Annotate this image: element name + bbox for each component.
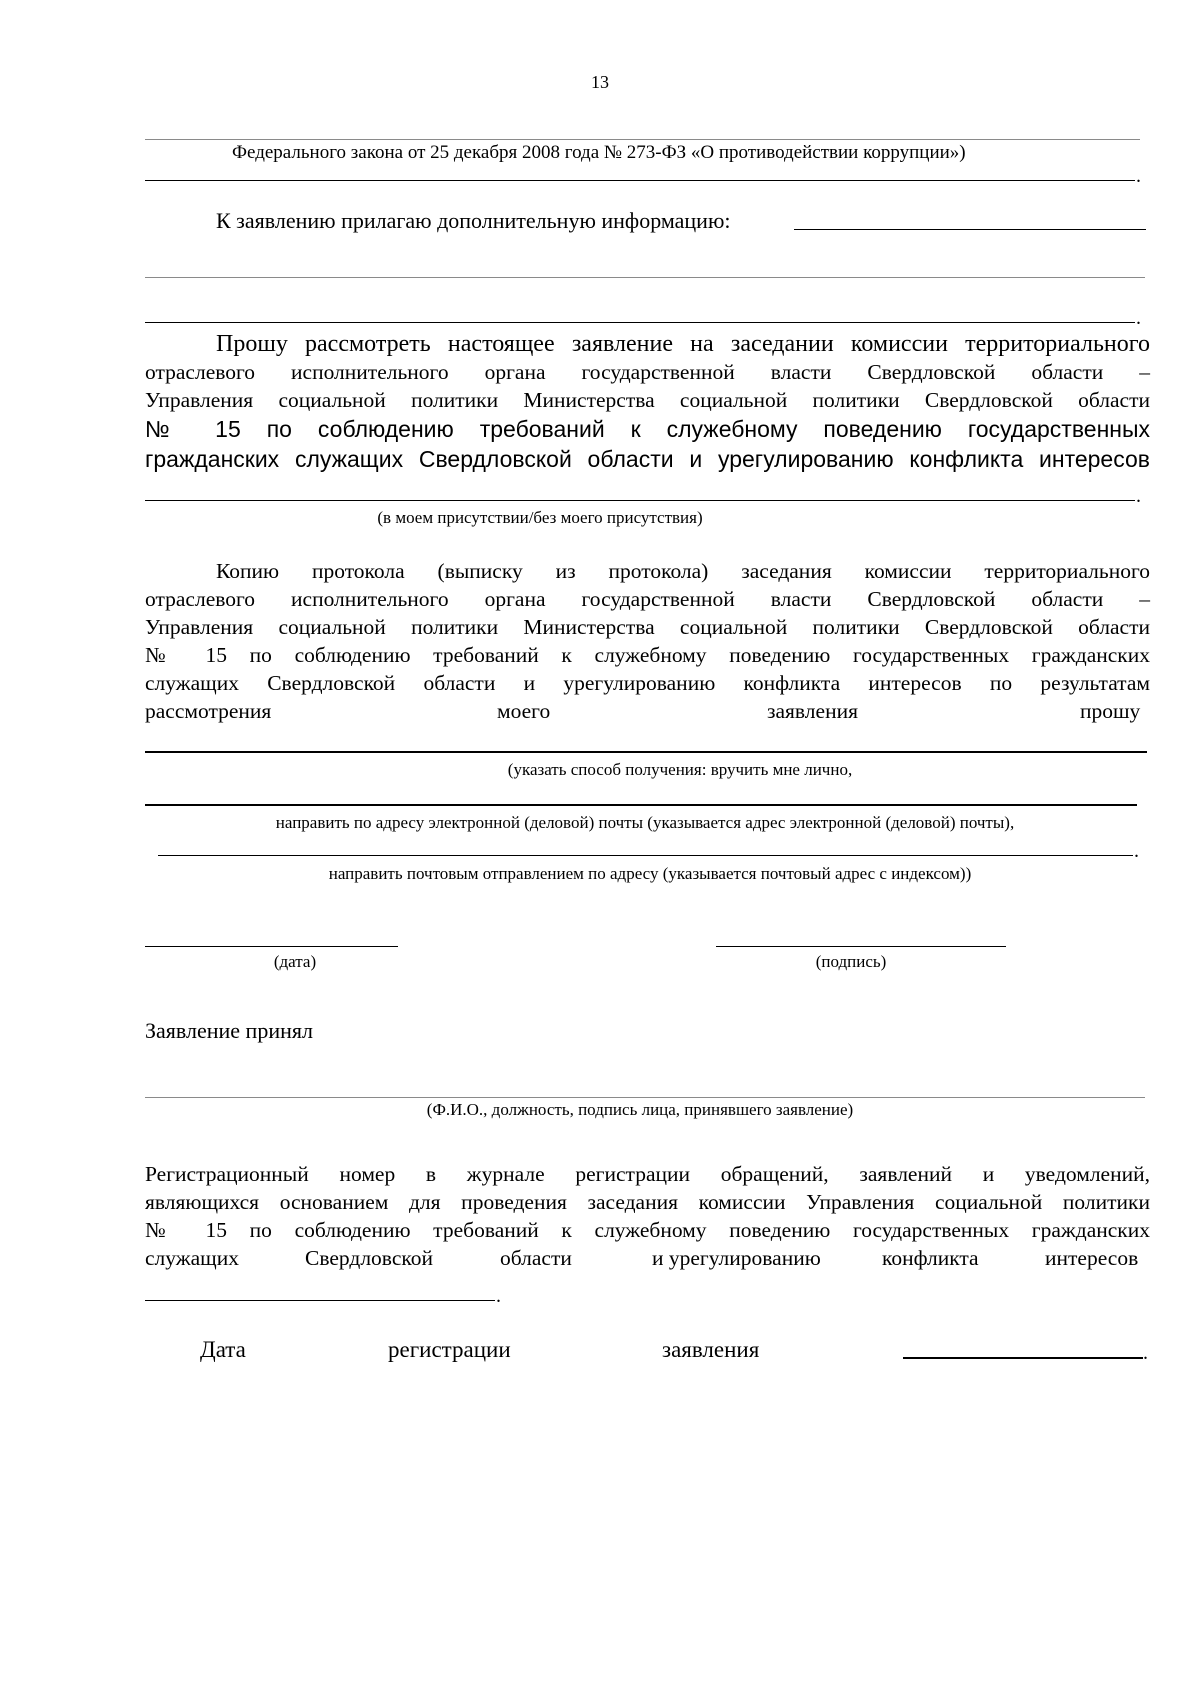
registration-paragraph: [145, 1160, 1150, 1244]
signature-input-line[interactable]: [716, 946, 1006, 947]
registration-number-input-line[interactable]: [145, 1300, 495, 1301]
attach-label: К заявлению прилагаю дополнительную информацию:: [216, 208, 731, 233]
registration-word-2: Свердловской: [305, 1246, 433, 1270]
copy-line-2: отраслевого исполнительного органа государственной власти Свердловской области –: [145, 587, 1150, 611]
period: .: [1136, 307, 1141, 329]
copy-line-3: Управления социальной политики Министерства социальной политики Свердловской области: [145, 615, 1150, 639]
delivery-input-line-3[interactable]: [158, 855, 1133, 856]
attach-input-line[interactable]: [794, 229, 1146, 230]
delivery-input-line-1[interactable]: [145, 751, 1147, 753]
request-paragraph: [145, 330, 1150, 474]
registration-date-word-1: Дата: [200, 1337, 246, 1362]
registration-word-6: интересов: [1045, 1246, 1139, 1270]
registration-date-word-3: заявления: [662, 1337, 760, 1362]
request-line-1: Прошу рассмотреть настоящее заявление на заседании комиссии территориального: [216, 331, 1150, 357]
law-underline[interactable]: [145, 180, 1135, 181]
copy-word-2: моего: [497, 699, 551, 723]
date-caption: (дата): [273, 952, 317, 971]
request-line-4: № 15 по соблюдению требований к служебному поведению государственных: [145, 416, 1150, 442]
registration-word-4: и урегулированию: [652, 1246, 821, 1270]
date-input-line[interactable]: [145, 946, 398, 947]
delivery-caption-2: направить по адресу электронной (деловой) почты (указывается адрес электронной (деловой) почты),: [275, 813, 1015, 832]
delivery-caption-1: (указать способ получения: вручить мне лично,: [507, 760, 853, 779]
top-rule: [145, 139, 1140, 140]
request-line-5: гражданских служащих Свердловской области и урегулированию конфликта интересов: [145, 446, 1150, 472]
request-line-3: Управления социальной политики Министерства социальной политики Свердловской области: [145, 388, 1150, 412]
copy-line-4: № 15 по соблюдению требований к служебному поведению государственных гражданских: [145, 643, 1150, 667]
copy-line-1: Копию протокола (выписку из протокола) заседания комиссии территориального: [216, 559, 1150, 583]
presence-caption: (в моем присутствии/без моего присутствия): [377, 508, 703, 527]
presence-input-line[interactable]: [145, 500, 1135, 501]
request-line-2: отраслевого исполнительного органа государственной власти Свердловской области –: [145, 360, 1150, 384]
attach-input-line-2[interactable]: [145, 277, 1145, 278]
copy-line-5: служащих Свердловской области и урегулированию конфликта интересов по результатам: [145, 671, 1150, 695]
period: .: [1136, 165, 1141, 187]
attach-input-line-3[interactable]: [145, 322, 1135, 323]
delivery-caption-3: направить почтовым отправлением по адресу (указывается почтовый адрес с индексом)): [328, 864, 972, 883]
accepted-label: Заявление принял: [145, 1018, 313, 1043]
registration-line-3: № 15 по соблюдению требований к служебному поведению государственных гражданских: [145, 1218, 1150, 1242]
registration-date-word-2: регистрации: [388, 1337, 511, 1362]
accepted-caption: (Ф.И.О., должность, подпись лица, принявшего заявление): [426, 1100, 854, 1119]
signature-caption: (подпись): [815, 952, 887, 971]
registration-word-5: конфликта: [882, 1246, 979, 1270]
period: .: [1134, 840, 1139, 862]
period: .: [1143, 1342, 1148, 1364]
period: .: [496, 1285, 501, 1307]
registration-word-1: служащих: [145, 1246, 239, 1270]
registration-line-2: являющихся основанием для проведения заседания комиссии Управления социальной политики: [145, 1190, 1150, 1214]
copy-word-4: прошу: [1080, 699, 1141, 723]
delivery-input-line-2[interactable]: [145, 804, 1137, 806]
copy-paragraph: [145, 557, 1150, 697]
page-number: 13: [591, 72, 609, 92]
copy-word-3: заявления: [767, 699, 858, 723]
registration-date-input-line[interactable]: [903, 1357, 1143, 1359]
copy-word-1: рассмотрения: [145, 699, 272, 723]
registration-line-1: Регистрационный номер в журнале регистрации обращений, заявлений и уведомлений,: [145, 1162, 1150, 1186]
period: .: [1136, 485, 1141, 507]
registration-word-3: области: [500, 1246, 572, 1270]
accepted-input-line[interactable]: [145, 1097, 1145, 1098]
law-reference: Федерального закона от 25 декабря 2008 года № 273-ФЗ «О противодействии коррупции»): [232, 142, 966, 163]
